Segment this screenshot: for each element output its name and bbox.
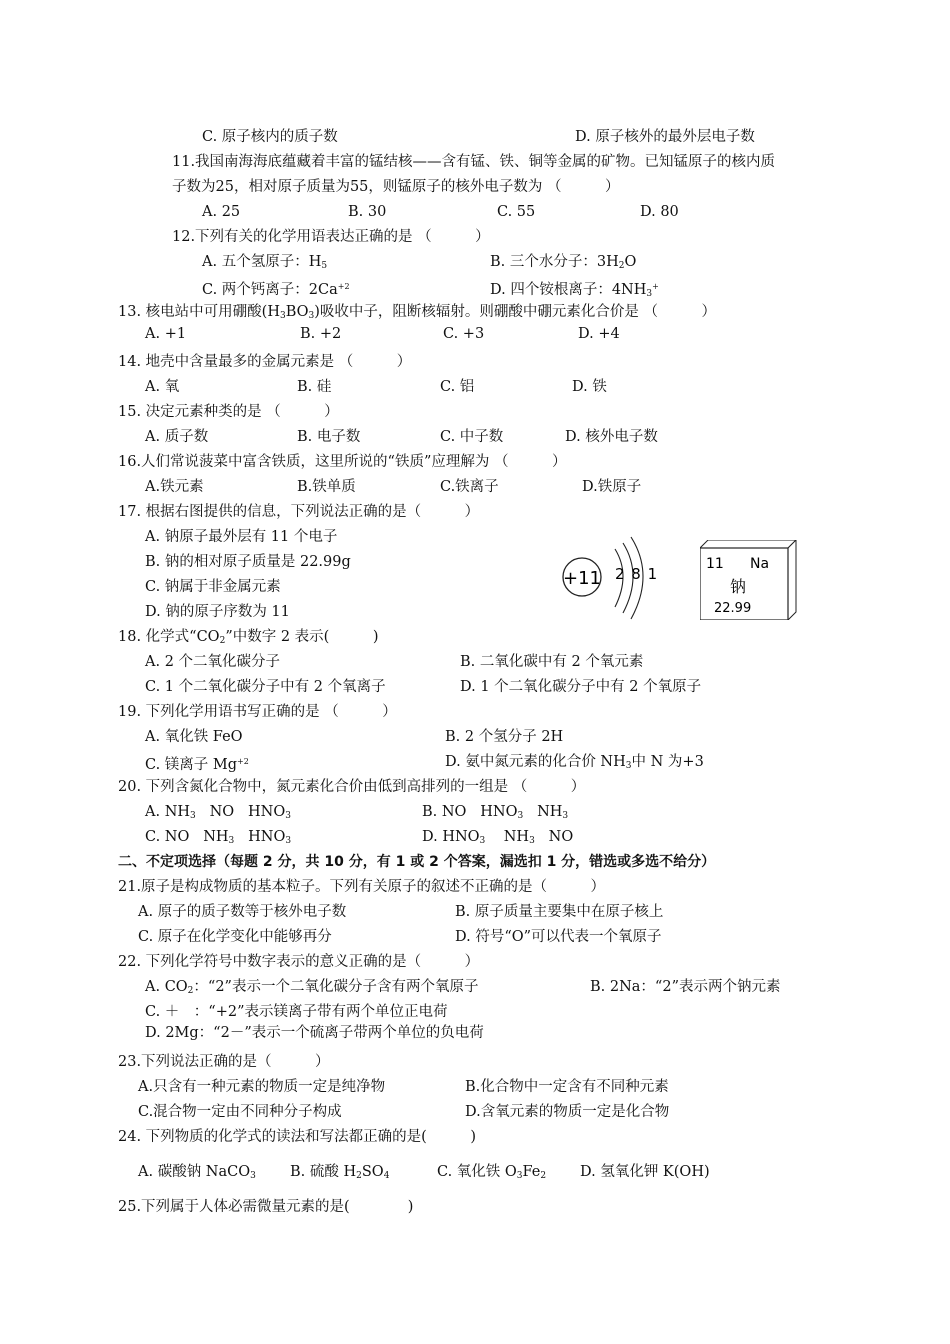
q11-stem-line1: 11.我国南海海底蕴藏着丰富的锰结核——含有锰、铁、铜等金属的矿物。已知锰原子的核内质 [172, 154, 776, 170]
shell-electron-counts: 2 8 1 [615, 565, 659, 583]
q21-option-d: D. 符号“O”可以代表一个氧原子 [455, 929, 662, 945]
atomic-number: 11 [706, 556, 724, 572]
q18-option-c: C. 1 个二氧化碳分子中有 2 个氧离子 [145, 679, 386, 695]
q14-option-d: D. 铁 [572, 379, 607, 395]
q18-option-b: B. 二氧化碳中有 2 个氧元素 [460, 654, 644, 670]
q23-option-b: B.化合物中一定含有不同种元素 [465, 1079, 669, 1095]
q18-stem: 18. 化学式“$CO_2$”中数字 2 表示( ) [118, 629, 379, 646]
q15-stem: 15. 决定元素种类的是 （ ） [118, 404, 339, 420]
q21-stem: 21.原子是构成物质的基本粒子。下列有关原子的叙述不正确的是（ ） [118, 879, 606, 895]
q24-option-a: A. 碳酸钠 NaCO$_3$ [138, 1164, 256, 1181]
q22-option-b: B. 2Na：“2”表示两个钠元素 [590, 979, 781, 995]
q20-option-a: A. $NH_3$ NO $HNO_3$ [145, 804, 291, 821]
q19-option-b: B. 2 个氢分子 2H [445, 729, 564, 745]
q17-stem: 17. 根据右图提供的信息，下列说法正确的是（ ） [118, 504, 480, 520]
q15-option-d: D. 核外电子数 [565, 429, 658, 445]
q14-option-c: C. 铝 [440, 379, 475, 395]
q16-stem: 16.人们常说菠菜中富含铁质，这里所说的“铁质”应理解为 （ ） [118, 454, 567, 470]
q16-option-d: D.铁原子 [582, 479, 642, 495]
q23-option-c: C.混合物一定由不同种分子构成 [138, 1104, 342, 1120]
q24-option-c: C. 氧化铁 $O_3Fe_2$ [437, 1164, 547, 1181]
q23-option-d: D.含氧元素的物质一定是化合物 [465, 1104, 670, 1120]
q24-option-d: D. 氢氧化钾 K(OH) [580, 1164, 710, 1180]
sodium-atom-diagram [555, 535, 675, 620]
section-2-heading: 二、不定项选择（每题 2 分，共 10 分，有 1 或 2 个答案，漏选扣 1 分，错选或多选不给分） [118, 854, 716, 870]
q20-option-d: D. $HNO_3$ $NH_3$ NO [422, 829, 574, 846]
q22-option-d: D. 2Mg：“2－”表示一个硫离子带两个单位的负电荷 [145, 1025, 484, 1041]
q18-option-d: D. 1 个二氧化碳分子中有 2 个氧原子 [460, 679, 702, 695]
q22-stem: 22. 下列化学符号中数字表示的意义正确的是（ ） [118, 954, 480, 970]
q12-option-d: D. 四个铵根离子：$4NH_3^+$ [490, 282, 659, 299]
q19-stem: 19. 下列化学用语书写正确的是 （ ） [118, 704, 397, 720]
q13-option-c: C. +3 [443, 326, 485, 342]
q16-option-a: A.铁元素 [145, 479, 204, 495]
q17-option-c: C. 钠属于非金属元素 [145, 579, 281, 595]
q23-stem: 23.下列说法正确的是（ ） [118, 1054, 330, 1070]
q21-option-a: A. 原子的质子数等于核外电子数 [138, 904, 347, 920]
q12-option-a: A. 五个氢原子：$H_5$ [202, 254, 328, 271]
q25-stem: 25.下列属于人体必需微量元素的是( ) [118, 1199, 414, 1215]
q24-option-b: B. 硫酸 $H_2SO_4$ [290, 1164, 390, 1181]
q15-option-c: C. 中子数 [440, 429, 504, 445]
q16-option-c: C.铁离子 [440, 479, 499, 495]
atomic-mass: 22.99 [714, 601, 752, 616]
q16-option-b: B.铁单质 [297, 479, 356, 495]
q13-option-a: A. +1 [145, 326, 187, 342]
q13-option-b: B. +2 [300, 326, 342, 342]
q21-option-b: B. 原子质量主要集中在原子核上 [455, 904, 664, 920]
q24-stem: 24. 下列物质的化学式的读法和写法都正确的是( ) [118, 1129, 476, 1145]
q14-stem: 14. 地壳中含量最多的金属元素是 （ ） [118, 354, 412, 370]
q13-option-d: D. +4 [578, 326, 620, 342]
q13-stem: 13. 核电站中可用硼酸$(H_3BO_3)$吸收中子，阻断核辐射。则硼酸中硼元素化合价是 （ ） [118, 304, 717, 321]
q10-option-c: C. 原子核内的质子数 [202, 129, 338, 145]
q23-option-a: A.只含有一种元素的物质一定是纯净物 [138, 1079, 386, 1095]
q21-option-c: C. 原子在化学变化中能够再分 [138, 929, 332, 945]
q19-option-d: D. 氨中氮元素的化合价 $NH_3$中 N 为+3 [445, 754, 704, 771]
q15-option-b: B. 电子数 [297, 429, 361, 445]
q11-option-d: D. 80 [640, 204, 679, 220]
nucleus-label: +11 [563, 568, 601, 589]
q20-option-c: C. NO $NH_3$ $HNO_3$ [145, 829, 292, 846]
q11-option-b: B. 30 [348, 204, 387, 220]
q17-option-d: D. 钠的原子序数为 11 [145, 604, 290, 620]
periodic-table-cell-sodium [700, 540, 800, 620]
q22-option-a: A. $CO_2$：“2”表示一个二氧化碳分子含有两个氧原子 [145, 979, 479, 996]
q14-option-b: B. 硅 [297, 379, 332, 395]
q19-option-a: A. 氧化铁 FeO [145, 729, 243, 745]
q15-option-a: A. 质子数 [145, 429, 209, 445]
q17-option-a: A. 钠原子最外层有 11 个电子 [145, 529, 338, 545]
q22-option-c: C. ＋ ：“+2”表示镁离子带有两个单位正电荷 [145, 1004, 448, 1020]
q19-option-c: C. 镁离子 $Mg^{+2}$ [145, 757, 249, 773]
q20-stem: 20. 下列含氮化合物中，氮元素化合价由低到高排列的一组是 （ ） [118, 779, 586, 795]
q12-stem: 12.下列有关的化学用语表达正确的是 （ ） [172, 229, 490, 245]
q12-option-c: C. 两个钙离子：$2Ca^{+2}$ [202, 282, 350, 298]
element-name: 钠 [730, 577, 747, 596]
q20-option-b: B. NO $HNO_3$ $NH_3$ [422, 804, 569, 821]
q11-stem-line2: 子数为25，相对原子质量为55，则锰原子的核外电子数为 （ ） [172, 179, 620, 195]
q11-option-a: A. 25 [202, 204, 241, 220]
q18-option-a: A. 2 个二氧化碳分子 [145, 654, 281, 670]
q11-option-c: C. 55 [497, 204, 536, 220]
q12-option-b: B. 三个水分子：$3H_2O$ [490, 254, 637, 271]
q10-option-d: D. 原子核外的最外层电子数 [575, 129, 755, 145]
q17-option-b: B. 钠的相对原子质量是 22.99g [145, 554, 351, 570]
q14-option-a: A. 氧 [145, 379, 180, 395]
element-symbol: Na [750, 556, 770, 572]
